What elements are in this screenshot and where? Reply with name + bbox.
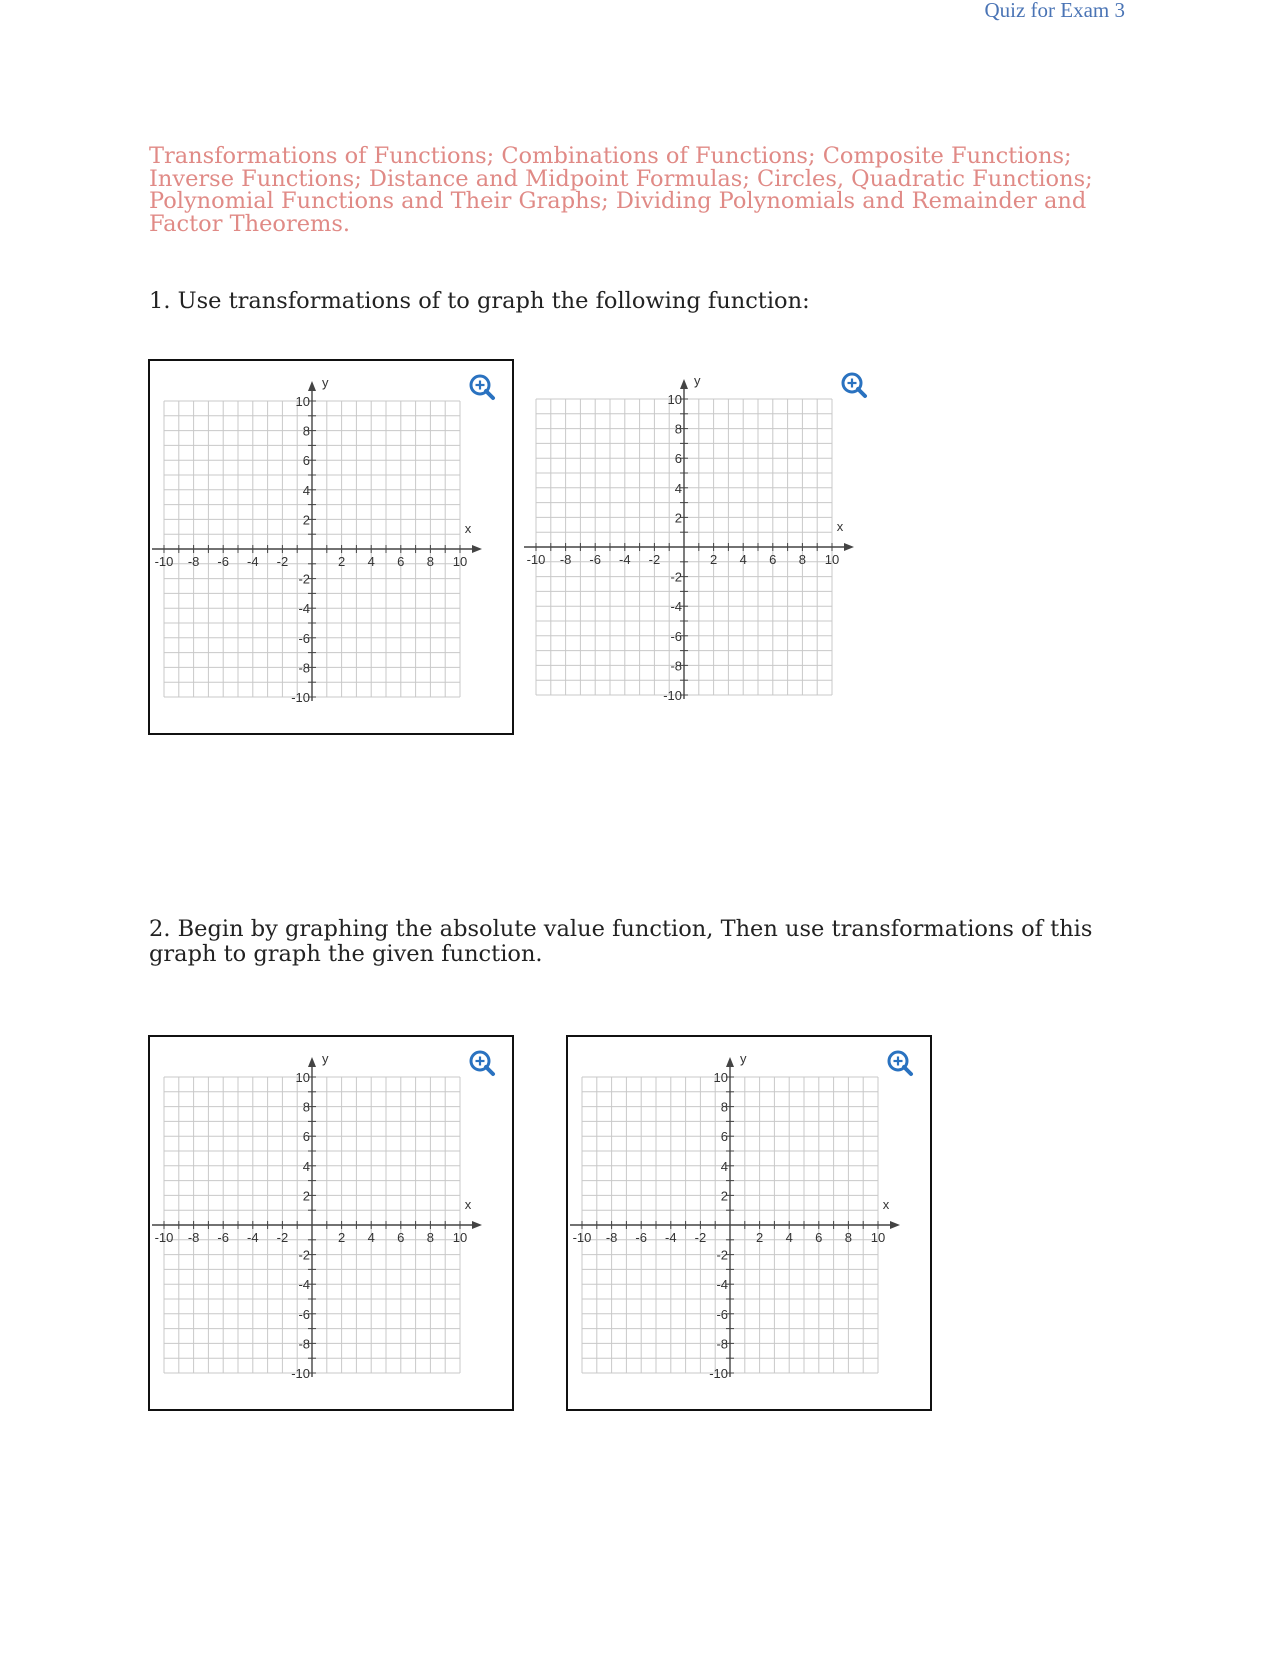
- x-tick-label: -6: [217, 1230, 229, 1245]
- x-tick-label: -10: [154, 1230, 174, 1245]
- graph-panel-2[interactable]: [522, 359, 888, 735]
- x-axis-arrow: [844, 543, 854, 551]
- x-tick-label: -8: [559, 552, 572, 567]
- coordinate-grid[interactable]: [568, 1037, 934, 1413]
- x-tick-label: 4: [739, 552, 747, 567]
- coordinate-grid[interactable]: [150, 1037, 516, 1413]
- y-axis-arrow: [726, 1057, 734, 1067]
- y-axis-label: y: [694, 373, 701, 388]
- y-tick-label: 2: [302, 1188, 310, 1204]
- x-tick-label: 10: [452, 1230, 468, 1245]
- x-tick-label: -8: [605, 1230, 618, 1245]
- x-axis-label: x: [882, 1197, 890, 1212]
- x-tick-label: 6: [769, 552, 777, 567]
- y-tick-label: -8: [670, 658, 682, 674]
- graph-panel-3[interactable]: [148, 1035, 514, 1411]
- x-tick-label: 8: [426, 1230, 435, 1245]
- x-tick-label: 8: [798, 552, 807, 567]
- y-tick-label: -2: [298, 1247, 310, 1263]
- y-tick-label: -2: [716, 1247, 728, 1263]
- y-tick-label: 4: [720, 1158, 728, 1174]
- y-axis-arrow: [680, 379, 688, 389]
- y-tick-label: -2: [298, 571, 310, 587]
- y-tick-label: -6: [298, 630, 310, 646]
- graph-panel-1[interactable]: [148, 359, 514, 735]
- y-tick-label: 2: [720, 1188, 728, 1204]
- x-tick-label: -2: [276, 1230, 289, 1245]
- y-tick-label: 8: [302, 1099, 310, 1115]
- y-tick-label: 4: [674, 480, 682, 496]
- x-tick-label: -2: [648, 552, 661, 567]
- y-tick-label: 8: [674, 421, 682, 437]
- question-1: 1. Use transformations of to graph the following function:: [149, 288, 810, 314]
- x-tick-label: -6: [217, 554, 229, 569]
- y-axis-arrow: [308, 381, 316, 391]
- x-axis-label: x: [836, 519, 844, 534]
- y-tick-label: 6: [720, 1129, 728, 1145]
- x-tick-label: 10: [824, 552, 840, 567]
- zoom-handle: [486, 1067, 493, 1074]
- x-axis-arrow: [472, 545, 482, 553]
- x-tick-label: -10: [526, 552, 546, 567]
- y-tick-label: 4: [302, 1158, 310, 1174]
- x-tick-label: -4: [247, 554, 259, 569]
- zoom-in-icon[interactable]: [471, 1052, 493, 1074]
- x-tick-label: -8: [187, 554, 200, 569]
- x-tick-label: 10: [870, 1230, 886, 1245]
- y-tick-label: 10: [295, 1070, 310, 1085]
- x-tick-label: -4: [619, 552, 631, 567]
- x-tick-label: 8: [844, 1230, 853, 1245]
- y-tick-label: -6: [716, 1306, 728, 1322]
- y-tick-label: -8: [298, 660, 310, 676]
- x-tick-label: 2: [337, 554, 346, 569]
- x-tick-label: -4: [247, 1230, 259, 1245]
- x-tick-label: -8: [187, 1230, 200, 1245]
- x-tick-label: -4: [665, 1230, 677, 1245]
- y-tick-label: -4: [298, 1277, 310, 1293]
- y-axis-label: y: [740, 1051, 747, 1066]
- y-tick-label: -8: [298, 1336, 310, 1352]
- y-tick-label: -6: [298, 1306, 310, 1322]
- y-tick-label: 6: [302, 1129, 310, 1145]
- x-tick-label: -6: [635, 1230, 647, 1245]
- y-tick-label: 6: [302, 453, 310, 469]
- y-axis-label: y: [322, 1051, 329, 1066]
- y-tick-label: 10: [713, 1070, 728, 1085]
- x-axis-arrow: [890, 1221, 900, 1229]
- y-tick-label: 10: [295, 394, 310, 409]
- x-tick-label: 2: [709, 552, 718, 567]
- y-tick-label: 4: [302, 482, 310, 498]
- x-tick-label: -10: [154, 554, 174, 569]
- x-tick-label: 4: [785, 1230, 793, 1245]
- y-tick-label: -2: [670, 569, 682, 585]
- y-axis-label: y: [322, 375, 329, 390]
- x-tick-label: 4: [367, 554, 375, 569]
- x-tick-label: -2: [694, 1230, 707, 1245]
- x-tick-label: -10: [572, 1230, 592, 1245]
- y-tick-label: -4: [670, 599, 682, 615]
- y-tick-label: -6: [670, 628, 682, 644]
- y-tick-label: 6: [674, 451, 682, 467]
- zoom-handle: [858, 389, 865, 396]
- x-tick-label: 8: [426, 554, 435, 569]
- zoom-in-icon[interactable]: [889, 1052, 911, 1074]
- y-tick-label: -4: [298, 601, 310, 617]
- x-axis-arrow: [472, 1221, 482, 1229]
- y-tick-label: -10: [291, 690, 310, 705]
- topics-list: Transformations of Functions; Combinations of Functions; Composite Functions; Inverse Functions; Distance and Midpoint Formulas; Circles, Quadratic Functions; Polynomial Functions and Their Graphs; Dividing Polynomials and Remainder and Factor Theorems.: [149, 143, 1093, 237]
- y-tick-label: 8: [302, 423, 310, 439]
- coordinate-grid[interactable]: [522, 359, 888, 735]
- y-axis-arrow: [308, 1057, 316, 1067]
- zoom-in-icon[interactable]: [843, 374, 865, 396]
- coordinate-grid[interactable]: [150, 361, 516, 737]
- x-tick-label: 2: [755, 1230, 764, 1245]
- x-tick-label: 6: [815, 1230, 823, 1245]
- graph-panel-4[interactable]: [566, 1035, 932, 1411]
- x-axis-label: x: [464, 1197, 472, 1212]
- x-tick-label: 2: [337, 1230, 346, 1245]
- y-tick-label: -10: [663, 688, 682, 703]
- y-tick-label: -8: [716, 1336, 728, 1352]
- question-2: 2. Begin by graphing the absolute value function, Then use transformations of this graph to graph the given function.: [149, 916, 1093, 967]
- x-tick-label: 6: [397, 1230, 405, 1245]
- x-tick-label: 4: [367, 1230, 375, 1245]
- x-axis-label: x: [464, 521, 472, 536]
- x-tick-label: 6: [397, 554, 405, 569]
- header-title: Quiz for Exam 3: [984, 0, 1125, 22]
- x-tick-label: 10: [452, 554, 468, 569]
- y-tick-label: 8: [720, 1099, 728, 1115]
- y-tick-label: -10: [291, 1366, 310, 1381]
- x-tick-label: -2: [276, 554, 289, 569]
- y-tick-label: 2: [302, 512, 310, 528]
- zoom-handle: [486, 391, 493, 398]
- zoom-handle: [904, 1067, 911, 1074]
- zoom-in-icon[interactable]: [471, 376, 493, 398]
- y-tick-label: 10: [667, 392, 682, 407]
- y-tick-label: -4: [716, 1277, 728, 1293]
- y-tick-label: 2: [674, 510, 682, 526]
- x-tick-label: -6: [589, 552, 601, 567]
- y-tick-label: -10: [709, 1366, 728, 1381]
